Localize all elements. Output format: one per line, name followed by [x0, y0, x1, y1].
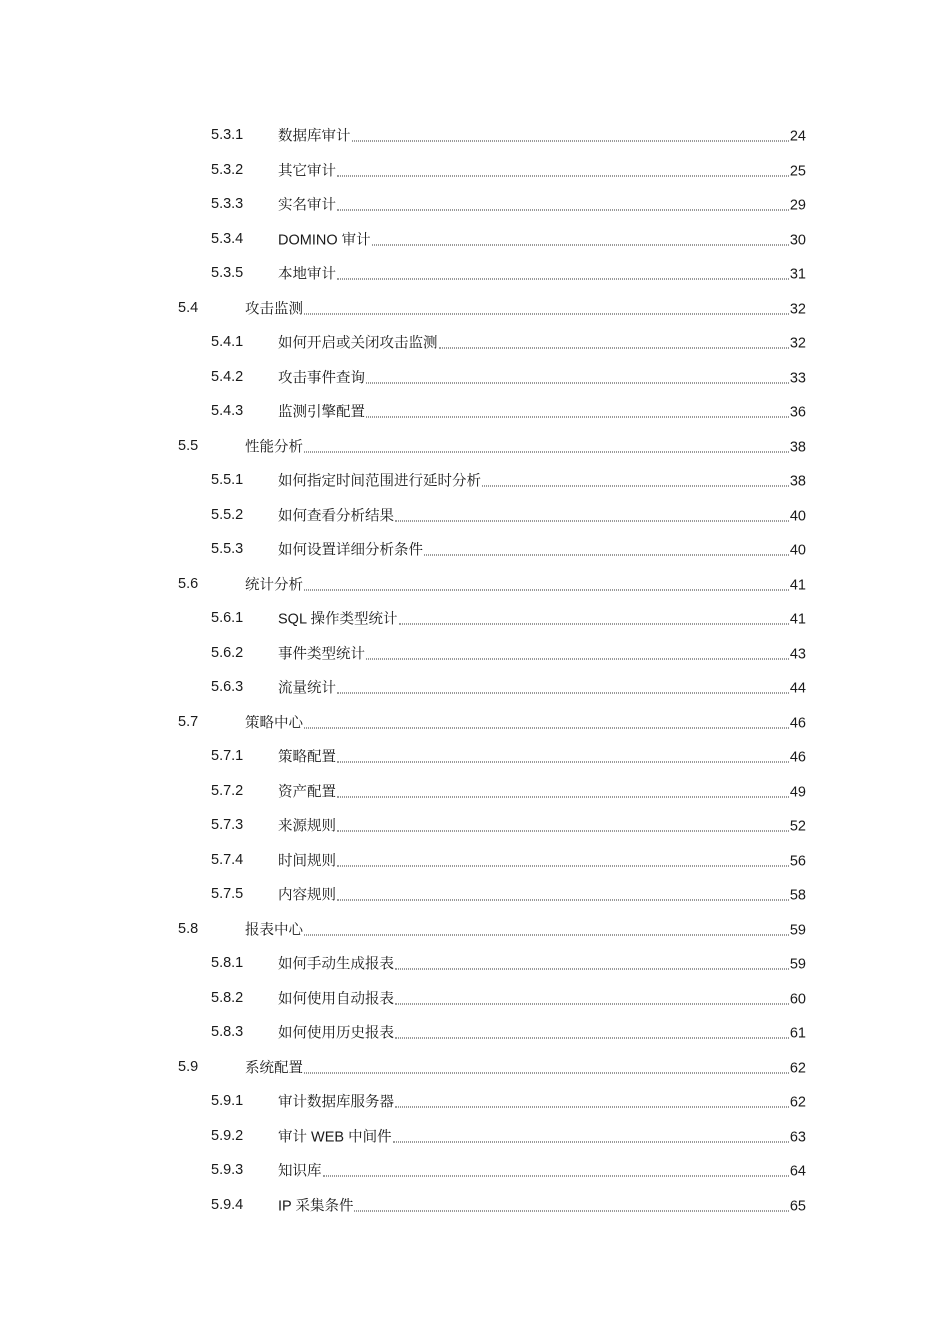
- table-of-contents: [0, 118, 950, 1222]
- toc-entry-title: 其它审计: [278, 163, 336, 180]
- toc-entry-line: [278, 1022, 806, 1043]
- toc-entry-line: [278, 642, 806, 663]
- toc-entry-number: 5.4: [178, 299, 199, 316]
- toc-entry-title: 如何开启或关闭攻击监测: [278, 335, 438, 352]
- toc-entry-page: 56: [789, 853, 806, 870]
- toc-entry-page: 46: [789, 715, 806, 732]
- dot-leader: [337, 692, 789, 694]
- toc-entry[interactable]: [0, 394, 950, 429]
- toc-entry-title: 如何查看分析结果: [278, 508, 394, 525]
- toc-entry-number: 5.3.1: [211, 127, 244, 144]
- toc-entry-number: 5.5.1: [211, 472, 244, 489]
- dot-leader: [323, 1175, 789, 1177]
- toc-entry-line: [278, 332, 806, 353]
- toc-entry-page: 64: [789, 1163, 806, 1180]
- toc-entry-page: 49: [789, 784, 806, 801]
- toc-entry-line: [278, 228, 806, 249]
- toc-entry-line: [278, 1160, 806, 1181]
- toc-entry-title: 知识库: [278, 1163, 322, 1180]
- toc-entry-page: 40: [789, 508, 806, 525]
- toc-entry-number: 5.6.2: [211, 644, 244, 661]
- toc-entry-title: 系统配置: [245, 1060, 303, 1077]
- toc-entry[interactable]: [0, 567, 950, 602]
- toc-entry-title: 策略配置: [278, 749, 336, 766]
- toc-entry[interactable]: [0, 1084, 950, 1119]
- toc-entry-title: 攻击监测: [245, 301, 303, 318]
- dot-leader: [439, 347, 789, 349]
- toc-entry[interactable]: [0, 1119, 950, 1154]
- toc-entry-line: [278, 159, 806, 180]
- dot-leader: [304, 312, 789, 314]
- toc-entry-number: 5.8.1: [211, 955, 244, 972]
- toc-entry[interactable]: [0, 256, 950, 291]
- dot-leader: [304, 1071, 789, 1073]
- toc-entry-number: 5.7.5: [211, 886, 244, 903]
- toc-entry-page: 44: [789, 680, 806, 697]
- toc-entry-number: 5.8.3: [211, 1024, 244, 1041]
- toc-entry-number: 5.6.1: [211, 610, 244, 627]
- toc-entry[interactable]: [0, 739, 950, 774]
- toc-entry-page: 36: [789, 404, 806, 421]
- toc-entry-page: 59: [789, 956, 806, 973]
- dot-leader: [337, 761, 789, 763]
- toc-entry-number: 5.9.1: [211, 1093, 244, 1110]
- toc-entry[interactable]: [0, 118, 950, 153]
- toc-entry-number: 5.7: [178, 713, 199, 730]
- toc-entry-line: [278, 125, 806, 146]
- toc-entry-number: 5.7.4: [211, 851, 244, 868]
- toc-entry-number: 5.4.1: [211, 334, 244, 351]
- toc-entry-title: 如何指定时间范围进行延时分析: [278, 473, 481, 490]
- toc-entry-title: 策略中心: [245, 715, 303, 732]
- toc-entry-line: [278, 677, 806, 698]
- toc-entry-title: 监测引擎配置: [278, 404, 365, 421]
- toc-entry-page: 40: [789, 542, 806, 559]
- toc-entry-page: 63: [789, 1129, 806, 1146]
- toc-entry-title: 审计 WEB 中间件: [278, 1129, 392, 1146]
- dot-leader: [424, 554, 789, 556]
- dot-leader: [395, 1106, 789, 1108]
- toc-entry[interactable]: [0, 429, 950, 464]
- toc-entry-number: 5.5: [178, 437, 199, 454]
- toc-entry-number: 5.9: [178, 1058, 199, 1075]
- toc-entry-page: 38: [789, 439, 806, 456]
- toc-entry-number: 5.9.2: [211, 1127, 244, 1144]
- toc-entry-page: 32: [789, 335, 806, 352]
- toc-entry-number: 5.5.2: [211, 506, 244, 523]
- toc-entry-line: [278, 470, 806, 491]
- toc-entry[interactable]: [0, 636, 950, 671]
- toc-entry-title: 如何使用自动报表: [278, 991, 394, 1008]
- toc-entry-number: 5.7.2: [211, 782, 244, 799]
- dot-leader: [372, 243, 789, 245]
- toc-entry-page: 52: [789, 818, 806, 835]
- toc-entry-title: 报表中心: [245, 922, 303, 939]
- toc-entry-page: 32: [789, 301, 806, 318]
- toc-entry-title: 审计数据库服务器: [278, 1094, 394, 1111]
- dot-leader: [304, 588, 789, 590]
- toc-entry-page: 58: [789, 887, 806, 904]
- toc-entry[interactable]: [0, 532, 950, 567]
- toc-entry[interactable]: [0, 877, 950, 912]
- toc-entry-line: [278, 263, 806, 284]
- toc-entry-number: 5.3.2: [211, 161, 244, 178]
- toc-entry[interactable]: [0, 1153, 950, 1188]
- toc-entry[interactable]: [0, 981, 950, 1016]
- toc-entry-line: [278, 608, 806, 629]
- toc-entry-page: 61: [789, 1025, 806, 1042]
- dot-leader: [399, 623, 789, 625]
- toc-entry-title: 内容规则: [278, 887, 336, 904]
- toc-entry-page: 62: [789, 1094, 806, 1111]
- dot-leader: [395, 519, 789, 521]
- toc-entry-line: [278, 780, 806, 801]
- toc-entry[interactable]: [0, 360, 950, 395]
- toc-entry-title: 统计分析: [245, 577, 303, 594]
- toc-entry-number: 5.6.3: [211, 679, 244, 696]
- toc-entry-title: 如何使用历史报表: [278, 1025, 394, 1042]
- toc-entry-line: [278, 539, 806, 560]
- toc-entry-page: 33: [789, 370, 806, 387]
- toc-entry-number: 5.3.3: [211, 196, 244, 213]
- dot-leader: [366, 416, 789, 418]
- toc-entry[interactable]: [0, 187, 950, 222]
- toc-entry[interactable]: [0, 291, 950, 326]
- toc-entry-title: 实名审计: [278, 197, 336, 214]
- toc-entry-line: [278, 1125, 806, 1146]
- toc-entry[interactable]: [0, 670, 950, 705]
- toc-entry-line: [278, 194, 806, 215]
- toc-entry-page: 60: [789, 991, 806, 1008]
- toc-entry-page: 38: [789, 473, 806, 490]
- toc-entry[interactable]: [0, 222, 950, 257]
- dot-leader: [352, 140, 789, 142]
- toc-entry-title: 数据库审计: [278, 128, 351, 145]
- toc-entry[interactable]: [0, 1188, 950, 1223]
- toc-entry-title: 攻击事件查询: [278, 370, 365, 387]
- toc-entry-title: 性能分析: [245, 439, 303, 456]
- toc-entry-page: 25: [789, 163, 806, 180]
- toc-entry[interactable]: [0, 946, 950, 981]
- toc-entry-line: [278, 1091, 806, 1112]
- toc-entry[interactable]: [0, 705, 950, 740]
- toc-entry-page: 24: [789, 128, 806, 145]
- dot-leader: [482, 485, 789, 487]
- toc-entry-page: 29: [789, 197, 806, 214]
- toc-entry-line: [278, 815, 806, 836]
- dot-leader: [395, 1037, 789, 1039]
- toc-entry-number: 5.7.1: [211, 748, 244, 765]
- toc-entry[interactable]: [0, 1050, 950, 1085]
- toc-entry-title: SQL 操作类型统计: [278, 611, 398, 628]
- toc-entry-line: [278, 953, 806, 974]
- toc-entry-line: [278, 401, 806, 422]
- toc-entry-line: [245, 711, 806, 732]
- toc-entry-number: 5.3.5: [211, 265, 244, 282]
- toc-entry-page: 59: [789, 922, 806, 939]
- toc-entry-line: [245, 297, 806, 318]
- toc-entry-title: 时间规则: [278, 853, 336, 870]
- toc-entry-line: [278, 746, 806, 767]
- dot-leader: [366, 381, 789, 383]
- dot-leader: [337, 209, 789, 211]
- toc-entry-title: IP 采集条件: [278, 1198, 354, 1215]
- toc-entry[interactable]: [0, 325, 950, 360]
- dot-leader: [304, 933, 789, 935]
- toc-entry-number: 5.8.2: [211, 989, 244, 1006]
- toc-entry-line: [245, 435, 806, 456]
- toc-entry[interactable]: [0, 153, 950, 188]
- dot-leader: [395, 968, 789, 970]
- toc-entry-title: DOMINO 审计: [278, 232, 371, 249]
- toc-entry[interactable]: [0, 463, 950, 498]
- dot-leader: [337, 174, 789, 176]
- toc-entry-page: 62: [789, 1060, 806, 1077]
- toc-entry-page: 30: [789, 232, 806, 249]
- toc-entry-page: 41: [789, 577, 806, 594]
- toc-entry-line: [278, 504, 806, 525]
- toc-entry-page: 31: [789, 266, 806, 283]
- dot-leader: [395, 1002, 789, 1004]
- dot-leader: [337, 278, 789, 280]
- toc-entry-number: 5.5.3: [211, 541, 244, 558]
- toc-entry[interactable]: [0, 912, 950, 947]
- toc-entry-number: 5.4.2: [211, 368, 244, 385]
- toc-entry[interactable]: [0, 498, 950, 533]
- dot-leader: [337, 830, 789, 832]
- toc-entry-line: [245, 918, 806, 939]
- toc-entry-title: 来源规则: [278, 818, 336, 835]
- toc-entry-line: [278, 987, 806, 1008]
- dot-leader: [366, 657, 789, 659]
- toc-entry-title: 流量统计: [278, 680, 336, 697]
- toc-entry-line: [278, 366, 806, 387]
- toc-entry[interactable]: [0, 1015, 950, 1050]
- dot-leader: [337, 864, 789, 866]
- toc-entry[interactable]: [0, 774, 950, 809]
- toc-entry-page: 46: [789, 749, 806, 766]
- toc-entry[interactable]: [0, 808, 950, 843]
- toc-entry-number: 5.8: [178, 920, 199, 937]
- toc-entry-line: [278, 884, 806, 905]
- toc-entry-title: 资产配置: [278, 784, 336, 801]
- toc-entry-number: 5.7.3: [211, 817, 244, 834]
- toc-entry-page: 41: [789, 611, 806, 628]
- dot-leader: [354, 1209, 788, 1211]
- toc-entry-line: [278, 1194, 806, 1215]
- dot-leader: [337, 795, 789, 797]
- toc-entry-title: 事件类型统计: [278, 646, 365, 663]
- toc-entry-number: 5.4.3: [211, 403, 244, 420]
- toc-entry-line: [278, 849, 806, 870]
- toc-entry-page: 65: [789, 1198, 806, 1215]
- toc-entry-title: 如何设置详细分析条件: [278, 542, 423, 559]
- toc-entry-number: 5.6: [178, 575, 199, 592]
- toc-entry-line: [245, 1056, 806, 1077]
- toc-entry-number: 5.9.3: [211, 1162, 244, 1179]
- toc-entry-title: 本地审计: [278, 266, 336, 283]
- dot-leader: [393, 1140, 789, 1142]
- toc-entry-line: [245, 573, 806, 594]
- toc-entry-number: 5.9.4: [211, 1196, 244, 1213]
- toc-entry[interactable]: [0, 601, 950, 636]
- dot-leader: [304, 726, 789, 728]
- toc-entry-number: 5.3.4: [211, 230, 244, 247]
- toc-entry-title: 如何手动生成报表: [278, 956, 394, 973]
- dot-leader: [304, 450, 789, 452]
- toc-entry[interactable]: [0, 843, 950, 878]
- dot-leader: [337, 899, 789, 901]
- toc-entry-page: 43: [789, 646, 806, 663]
